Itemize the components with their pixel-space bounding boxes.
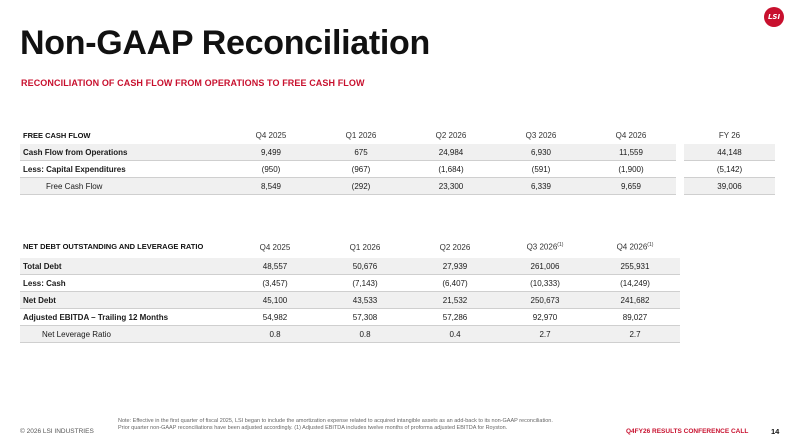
table-row [20, 178, 775, 195]
table-cell: 23,300 [406, 178, 496, 195]
table-cell: 43,533 [320, 292, 410, 309]
table-cell: 6,930 [496, 144, 586, 161]
column-header: Q2 2026 [439, 242, 471, 252]
footnote-marker: (1) [647, 242, 654, 249]
table-cell: 57,308 [320, 309, 410, 326]
table-cell: 0.8 [320, 326, 410, 343]
column-header: Q1 2026 [345, 131, 377, 140]
table-cell: 11,559 [586, 144, 676, 161]
column-header: Q2 2026 [435, 131, 467, 140]
table-cell: 48,557 [230, 258, 320, 275]
page-number: 14 [771, 427, 780, 436]
table-cell: (591) [496, 161, 586, 178]
table-cell: 92,970 [500, 309, 590, 326]
event-label: Q4FY26 RESULTS CONFERENCE CALL [626, 428, 749, 435]
table-header-row [20, 127, 775, 144]
table-cell: 2.7 [590, 326, 680, 343]
column-gap [676, 144, 684, 161]
column-header: Q3 2026$^{(1)}$ [526, 242, 564, 252]
table-cell: 6,339 [496, 178, 586, 195]
table-cell: 21,532 [410, 292, 500, 309]
table-row [20, 144, 775, 161]
table-cell: 9,499 [226, 144, 316, 161]
table-cell: 9,659 [586, 178, 676, 195]
column-header: Q3 2026 [525, 131, 557, 140]
table-row [20, 292, 680, 309]
table-cell: 89,027 [590, 309, 680, 326]
row-label: Net Leverage Ratio [20, 326, 230, 343]
row-label: Net Debt [20, 292, 230, 309]
table-cell: 255,931 [590, 258, 680, 275]
row-label: Free Cash Flow [20, 178, 226, 195]
column-header: FY 26 [718, 131, 741, 140]
column-header: Q4 2025 [259, 242, 291, 252]
table-title: NET DEBT OUTSTANDING AND LEVERAGE RATIO [23, 242, 204, 251]
table-cell: 241,682 [590, 292, 680, 309]
table-cell: 50,676 [320, 258, 410, 275]
footnote-text: Note: Effective in the first quarter of fiscal 2025, LSI began to include the amortization expense related to acquired intangible assets as an add-back to its non-GAAP reconciliation. Prior quarter non-GAAP reconciliations have been adjusted accordingly. (1) Adjusted EBITDA includes twelve months of proforma adjusted EBITDA for Royston. [118, 418, 553, 431]
table-cell: (950) [226, 161, 316, 178]
table-cell: (1,900) [586, 161, 676, 178]
page-title: Non-GAAP Reconciliation [20, 24, 430, 62]
table-cell: 0.8 [230, 326, 320, 343]
row-label: Total Debt [20, 258, 230, 275]
table-row [20, 326, 680, 343]
row-label: Cash Flow from Operations [20, 144, 226, 161]
row-label: Adjusted EBITDA – Trailing 12 Months [20, 309, 230, 326]
column-gap [676, 161, 684, 178]
page-subtitle: RECONCILIATION OF CASH FLOW FROM OPERATIONS TO FREE CASH FLOW [21, 78, 365, 88]
table-cell: 54,982 [230, 309, 320, 326]
column-header: Q4 2025 [255, 131, 287, 140]
table-cell: 8,549 [226, 178, 316, 195]
table-cell: 44,148 [684, 144, 775, 161]
row-label: Less: Cash [20, 275, 230, 292]
row-label: Less: Capital Expenditures [20, 161, 226, 178]
table-header-row [20, 236, 680, 258]
net-debt-table [20, 236, 680, 343]
table-cell: (6,407) [410, 275, 500, 292]
column-gap [676, 178, 684, 195]
column-header: Q4 2026$^{(1)}$ [616, 242, 654, 252]
column-header: Q1 2026 [349, 242, 381, 252]
free-cash-flow-table [20, 127, 775, 195]
company-logo: LSI [764, 7, 784, 27]
table-cell: (14,249) [590, 275, 680, 292]
table-cell: (7,143) [320, 275, 410, 292]
table-cell: 27,939 [410, 258, 500, 275]
table-row [20, 275, 680, 292]
table-row [20, 161, 775, 178]
table-cell: (1,684) [406, 161, 496, 178]
footnote-marker: (1) [557, 242, 564, 249]
table-cell: (967) [316, 161, 406, 178]
column-gap [676, 127, 684, 144]
table-title: FREE CASH FLOW [23, 131, 91, 140]
table-cell: 45,100 [230, 292, 320, 309]
table-cell: 2.7 [500, 326, 590, 343]
table-cell: (5,142) [684, 161, 775, 178]
table-row [20, 309, 680, 326]
table-cell: 675 [316, 144, 406, 161]
table-cell: 57,286 [410, 309, 500, 326]
table-cell: 24,984 [406, 144, 496, 161]
table-cell: 0.4 [410, 326, 500, 343]
table-cell: (3,457) [230, 275, 320, 292]
table-cell: 39,006 [684, 178, 775, 195]
column-header: Q4 2026 [615, 131, 647, 140]
table-row [20, 258, 680, 275]
table-cell: 250,673 [500, 292, 590, 309]
table-cell: (10,333) [500, 275, 590, 292]
table-cell: (292) [316, 178, 406, 195]
table-cell: 261,006 [500, 258, 590, 275]
copyright-text: © 2026 LSI INDUSTRIES [20, 428, 94, 435]
